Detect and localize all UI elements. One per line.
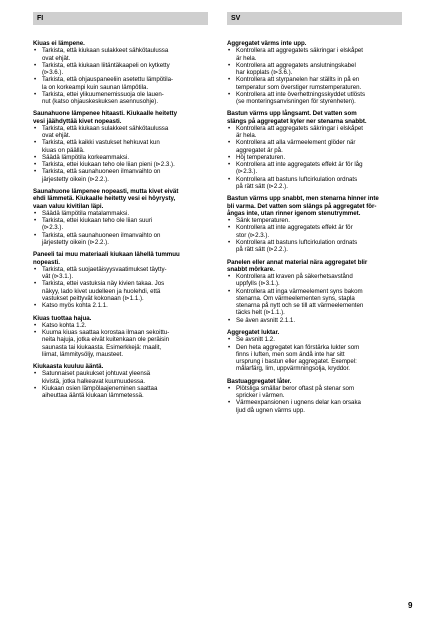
item-line: järjestetty oikein (⊳2.2.). xyxy=(42,175,109,183)
checklist xyxy=(33,370,212,399)
item-line: Tarkista, että saunahuoneen ilmanvaihto on xyxy=(42,231,161,239)
checklist xyxy=(227,217,406,253)
item-line: spricker i värmen. xyxy=(236,392,285,400)
item-line: målarfärg, lim, uppvärmningsolja, kryddor. xyxy=(236,365,350,373)
item-line: har kopplats (⊳3.6.). xyxy=(236,69,293,76)
checklist xyxy=(227,385,406,414)
checklist-item xyxy=(33,232,212,247)
item-line: aggregatet är på. xyxy=(236,146,283,154)
item-line: Katso myös kohta 2.1.1. xyxy=(42,302,108,310)
item-line: (⊳3.6.). xyxy=(42,69,64,76)
troubleshooting-section xyxy=(33,315,212,359)
checklist-item xyxy=(227,224,406,239)
heading-line: slängs på aggregatet kyler ner stenarna snabbt. xyxy=(227,117,367,125)
item-line: Kontrollera att kraven på säkerhetsavstånd xyxy=(236,273,353,281)
checklist xyxy=(227,125,406,190)
section-heading xyxy=(227,329,406,336)
item-line: aiheuttaa ääntä kiukaan lämmetessä. xyxy=(42,392,144,400)
item-line: finns i luften, men som ändå inte har sitt xyxy=(236,350,345,358)
section-heading xyxy=(33,188,212,210)
item-line: Se avsnitt 1.2. xyxy=(236,336,275,344)
heading-line: ehdi lämmetä. Kiukaalle heitetty vesi ei höyrysty, xyxy=(33,195,176,203)
checklist-item xyxy=(227,288,406,317)
item-line: Säädä lämpötila matalammaksi. xyxy=(42,209,130,217)
item-line: Tarkista, ettei ylikuumenemissuoja ole lauen- xyxy=(42,90,164,98)
checklist-item xyxy=(33,125,212,140)
column-swedish xyxy=(227,40,406,419)
checklist-item xyxy=(227,176,406,191)
item-line: Kontrollera att aggregatets anslutningskabel xyxy=(236,61,356,69)
item-line: Kontrollera att styrpanelen har ställts in på en xyxy=(236,76,360,84)
checklist-item xyxy=(33,168,212,183)
heading-line: Saunahuone lämpenee nopeasti, mutta kivet eivät xyxy=(33,188,179,196)
column-finnish xyxy=(33,40,212,405)
item-line: järjestetty oikein (⊳2.2.). xyxy=(42,238,109,246)
item-line: (⊳2.3.). xyxy=(236,168,258,176)
heading-line: Bastuaggregatet låter. xyxy=(227,377,292,385)
item-line: uppfylls (⊳3.1.). xyxy=(236,280,280,288)
item-line: ursprung i bastun eller aggregatet. Exempel: xyxy=(236,358,357,365)
item-line: Höj temperaturen. xyxy=(236,153,286,161)
section-heading xyxy=(33,363,212,370)
item-line: täcks helt (⊳1.1.). xyxy=(236,309,285,317)
heading-line: vesi jäähdyttää kivet nopeasti. xyxy=(33,117,122,125)
heading-line: bli varma. Det vatten som slängs på aggregatet för- xyxy=(227,202,377,210)
language-tab-fi xyxy=(33,12,208,25)
item-line: liimat, lämmitysöljy, mausteet. xyxy=(42,350,124,358)
item-line: Värmeexpansionen i ugnens delar kan orsaka xyxy=(236,399,361,407)
checklist-item xyxy=(33,91,212,106)
heading-line: ångas inte, utan rinner igenom stenutrymmet. xyxy=(227,209,361,217)
checklist-item xyxy=(33,322,212,329)
checklist xyxy=(33,210,212,246)
item-line: ovat ehjät. xyxy=(42,132,71,140)
checklist-item xyxy=(227,91,406,106)
section-heading xyxy=(33,40,212,47)
heading-line: Paneeli tai muu materiaali kiukaan lähellä tummuu xyxy=(33,251,180,259)
item-line: Kontrollera att bastuns luftcirkulation ordnats xyxy=(236,175,358,183)
item-line: är hela. xyxy=(236,54,257,62)
item-line: stenarna på nytt och se till att värmeelementen xyxy=(236,302,364,310)
item-line: Säädä lämpötila korkeammaksi. xyxy=(42,153,130,161)
troubleshooting-section xyxy=(227,195,406,253)
item-line: nut (katso ohjauskeskuksen asennusohje). xyxy=(42,98,159,105)
language-label-fi: FI xyxy=(37,15,44,22)
section-heading xyxy=(33,110,212,125)
section-heading xyxy=(227,40,406,47)
checklist-item xyxy=(227,47,406,62)
heading-line: nopeasti. xyxy=(33,258,60,266)
section-heading xyxy=(33,315,212,322)
item-line: på rätt sätt (⊳2.2.). xyxy=(236,246,288,254)
item-line: är hela. xyxy=(236,132,257,140)
item-line: Kontrollera att bastuns luftcirkulation ordnats xyxy=(236,238,358,246)
troubleshooting-section xyxy=(33,40,212,105)
checklist-item xyxy=(227,161,406,176)
checklist xyxy=(227,273,406,324)
checklist-item xyxy=(227,317,406,324)
language-tab-sv xyxy=(227,12,402,25)
item-line: Satunnaiset paukukset johtuvat yleensä xyxy=(42,370,151,378)
checklist-item xyxy=(227,76,406,91)
troubleshooting-section xyxy=(33,251,212,309)
heading-line: Bastun värms upp långsamt. Det vatten som xyxy=(227,110,357,118)
checklist-item xyxy=(227,239,406,254)
checklist-item xyxy=(33,217,212,232)
troubleshooting-section xyxy=(33,110,212,183)
checklist-item xyxy=(227,344,406,373)
item-line: Sänk temperaturen. xyxy=(236,217,290,225)
section-heading xyxy=(227,195,406,217)
heading-line: snabbt mörkare. xyxy=(227,265,275,273)
heading-line: Kiuas ei lämpene. xyxy=(33,40,85,47)
checklist xyxy=(33,322,212,358)
checklist-item xyxy=(33,76,212,91)
heading-line: Aggregatet luktar. xyxy=(227,329,280,336)
checklist-item xyxy=(227,217,406,224)
item-line: Kontrollera att inte aggregatets effekt är för xyxy=(236,224,353,232)
checklist-item xyxy=(227,399,406,414)
item-line: saunasta tai kiukaasta. Esimerkkejä: maalit, xyxy=(42,343,162,351)
item-line: temperatur som överstiger rumstemperaturen. xyxy=(236,83,362,91)
troubleshooting-section xyxy=(227,110,406,190)
item-line: neita hajuja, jotka eivät kuitenkaan ole peräisin xyxy=(42,336,169,344)
item-line: Kontrollera att inte överhettningsskyddet utlösts xyxy=(236,90,366,98)
language-label-sv: SV xyxy=(231,15,241,22)
item-line: kivistä, jotka halkeavat kuumuudessa. xyxy=(42,377,146,385)
heading-line: Kiukaasta kuuluu ääntä. xyxy=(33,363,104,371)
item-line: Tarkista, ettei kiukaan teho ole liian pieni (⊳2.3.). xyxy=(42,161,175,169)
checklist-item xyxy=(33,385,212,400)
checklist xyxy=(33,47,212,105)
item-line: Tarkista, että kiukaan sulakkeet sähkötaulussa xyxy=(42,47,169,55)
heading-line: Aggregatet värms inte upp. xyxy=(227,40,307,47)
section-heading xyxy=(227,110,406,125)
page-number: 9 xyxy=(408,601,413,610)
item-line: Kontrollera att alla värmeelement glöder när xyxy=(236,139,356,147)
checklist-item xyxy=(227,385,406,400)
checklist-item xyxy=(227,336,406,343)
troubleshooting-section xyxy=(33,188,212,246)
item-line: Se även avsnitt 2.1.1. xyxy=(236,316,296,324)
heading-line: Bastun värms upp snabbt, men stenarna hinner inte xyxy=(227,195,379,203)
item-line: Tarkista, että suojaetäisyysvaatimukset täytty- xyxy=(42,265,167,273)
checklist-item xyxy=(33,329,212,358)
heading-line: Panelen eller annat material nära aggregatet blir xyxy=(227,258,368,266)
item-line: Kiukaan osien lämpölaajeneminen saattaa xyxy=(42,384,158,392)
section-heading xyxy=(33,251,212,266)
item-line: Plötsliga smällar beror oftast på stenar som xyxy=(236,384,355,392)
item-line: Kontrollera att inga värmeelement syns bakom xyxy=(236,287,363,295)
checklist-item xyxy=(227,273,406,288)
item-line: Tarkista, ettei kiukaan teho ole liian suuri xyxy=(42,217,153,225)
item-line: la on korkeampi kuin saunan lämpötila. xyxy=(42,83,149,91)
section-heading xyxy=(227,259,406,274)
item-line: på rätt sätt (⊳2.2.). xyxy=(236,182,288,190)
item-line: näkyy, lado kivet uudelleen ja huolehdi, että xyxy=(42,287,161,295)
heading-line: vaan valuu kivitilan läpi. xyxy=(33,202,104,210)
item-line: Tarkista, että ohjauspaneeliin asetettu lämpötila- xyxy=(42,76,174,84)
item-line: Tarkista, että kaikki vastukset hehkuvat kun xyxy=(42,139,160,147)
item-line: Tarkista, että kiukaan sulakkeet sähkötaulussa xyxy=(42,124,169,132)
item-line: Den heta aggregatet kan förstärka lukter som xyxy=(236,343,360,351)
checklist-item xyxy=(33,161,212,168)
checklist-item xyxy=(33,370,212,385)
item-line: stenarna. Om värmeelementen syns, stapla xyxy=(236,294,355,302)
item-line: Kontrollera att inte aggregatets effekt är för låg xyxy=(236,161,363,169)
checklist-item xyxy=(33,280,212,302)
item-line: ljud då ugnen värms upp. xyxy=(236,406,305,414)
item-line: Tarkista, että saunahuoneen ilmanvaihto on xyxy=(42,168,161,176)
checklist xyxy=(33,125,212,183)
checklist xyxy=(227,336,406,372)
troubleshooting-section xyxy=(227,329,406,373)
item-line: kiuas on päällä. xyxy=(42,146,85,154)
checklist-item xyxy=(227,125,406,140)
item-line: Kuuma kiuas saattaa korostaa ilmaan sekoittu- xyxy=(42,329,170,336)
checklist-item xyxy=(33,62,212,77)
item-line: Tarkista, että kiukaan liitäntäkaapeli on kytketty xyxy=(42,61,170,69)
checklist-item xyxy=(33,139,212,154)
item-line: Kontrollera att aggregatets säkringar i elskåpet xyxy=(236,124,363,132)
troubleshooting-section xyxy=(33,363,212,399)
troubleshooting-section xyxy=(227,259,406,324)
checklist-item xyxy=(33,154,212,161)
checklist-item xyxy=(33,266,212,281)
checklist-item xyxy=(33,210,212,217)
checklist-item xyxy=(227,139,406,154)
item-line: Kontrollera att aggregatets säkringar i elskåpet xyxy=(236,47,363,55)
section-heading xyxy=(227,378,406,385)
troubleshooting-section xyxy=(227,40,406,105)
checklist xyxy=(33,266,212,310)
item-line: vät (⊳3.1.). xyxy=(42,273,74,281)
item-line: (se monteringsanvisningen för styrenheten). xyxy=(236,98,356,105)
item-line: (⊳2.3.). xyxy=(42,224,64,232)
item-line: Tarkista, ettei vastuksia näy kivien takaa. Jos xyxy=(42,280,165,288)
item-line: vastukset peittyvät kokonaan (⊳1.1.). xyxy=(42,294,144,302)
checklist-item xyxy=(227,154,406,161)
heading-line: Saunahuone lämpenee hitaasti. Kiukaalle heitetty xyxy=(33,110,178,118)
checklist-item xyxy=(33,302,212,309)
troubleshooting-section xyxy=(227,378,406,414)
item-line: stor (⊳2.3.). xyxy=(236,231,270,239)
heading-line: Kiuas tuottaa hajua. xyxy=(33,314,92,322)
checklist xyxy=(227,47,406,105)
item-line: ovat ehjät. xyxy=(42,54,71,62)
checklist-item xyxy=(33,47,212,62)
item-line: Katso kohta 1.2. xyxy=(42,321,87,329)
checklist-item xyxy=(227,62,406,77)
